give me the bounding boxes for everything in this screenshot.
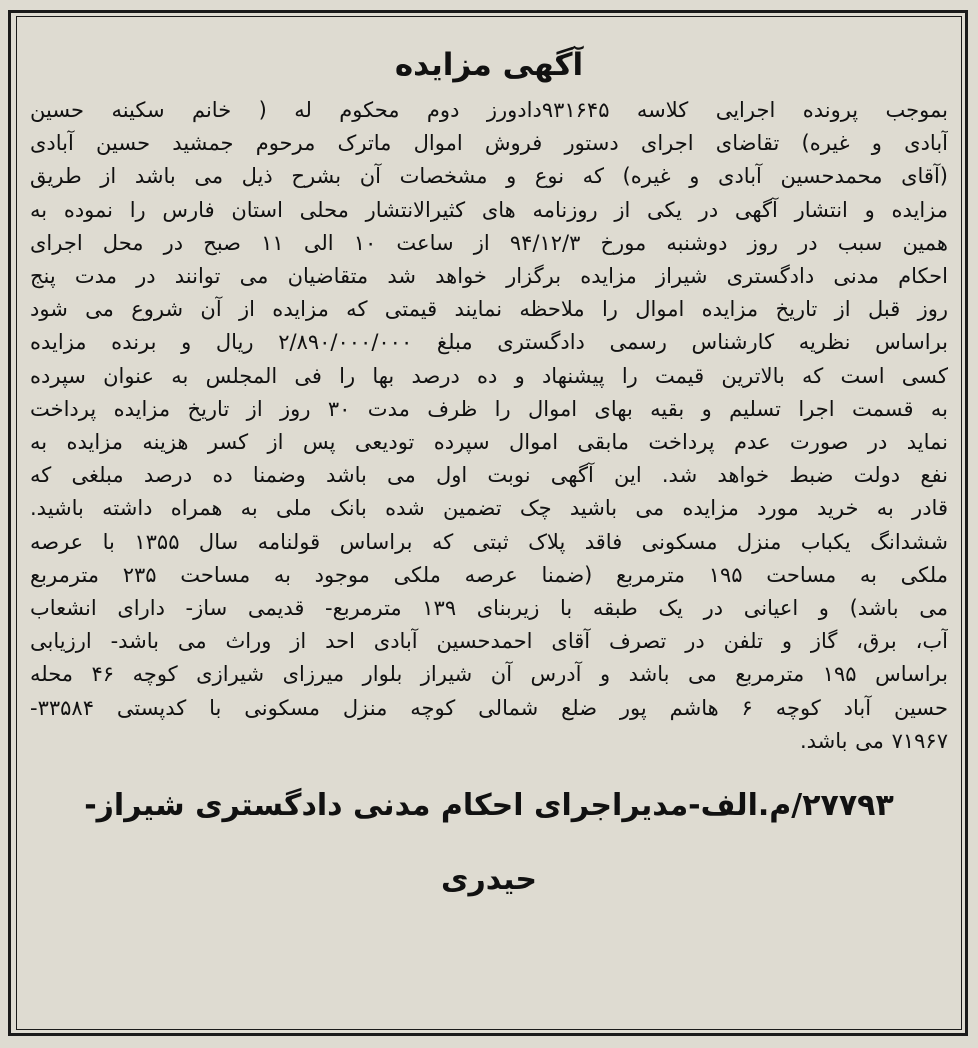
body-line: به قسمت اجرا تسلیم و بقیه بهای اموال را ظرف مدت ۳۰ روز از تاریخ مزایده پرداخت — [30, 396, 948, 421]
body-line: همین سبب در روز دوشنبه مورخ ۹۴/۱۲/۳ از ساعت ۱۰ الی ۱۱ صبح در محل اجرای — [30, 230, 948, 255]
body-line: ۷۱۹۶۷ می باشد. — [799, 728, 948, 753]
body-line: نفع دولت ضبط خواهد شد. این آگهی نوبت اول می باشد وضمنا ده درصد مبلغی که — [30, 463, 948, 488]
body-line: نماید در صورت عدم پرداخت مابقی اموال سپرده تودیعی پس از کسر هزینه مزایده به — [30, 430, 948, 455]
body-line: روز قبل از تاریخ مزایده اموال را ملاحظه نمایند قیمتی که مزایده از آن شروع می شود — [30, 297, 948, 322]
body-line: قادر به خرید مورد مزایده می باشید چک تضمین شده بانک ملی به همراه داشته باشید. — [30, 496, 948, 521]
body-line: بموجب پرونده اجرایی کلاسه ۹۳۱۶۴۵دادورز دوم محکوم له ( خانم سکینه حسین — [30, 98, 948, 122]
body-line: آبادی و غیره) تقاضای اجرای دستور فروش اموال ماترک مرحوم جمشید حسین آبادی — [30, 131, 948, 156]
body-line: کسی است که بالاترین قیمت را پیشنهاد و ده درصد بها را فی المجلس به عنوان سپرده — [30, 363, 948, 388]
body-line: براساس نظریه کارشناس رسمی دادگستری مبلغ ۲/۸۹۰/۰۰۰/۰۰۰ ریال و برنده مزایده — [30, 330, 948, 355]
notice-content — [30, 40, 948, 904]
body-line: براساس ۱۹۵ مترمربع می باشد و آدرس آن شیراز بلوار میرزای شیرازی کوچه ۴۶ محله — [30, 662, 948, 687]
body-line: احکام مدنی دادگستری شیراز مزایده برگزار خواهد شد متقاضیان می توانند در مدت پنج — [30, 264, 948, 289]
body-line: ملکی به مساحت ۱۹۵ مترمربع (ضمنا عرصه ملکی موجود به مساحت ۲۳۵ مترمربع — [30, 562, 948, 587]
notice-body — [30, 94, 948, 758]
reference-line: ۲۷۷۹۳/م.الف-مدیراجرای احکام مدنی دادگستری شیراز- — [84, 788, 894, 824]
body-line: (آقای محمدحسین آبادی و غیره) که نوع و مشخصات آن بشرح ذیل می باشد از طریق — [30, 164, 948, 189]
signatory-name: حیدری — [441, 862, 537, 898]
body-line: مزایده و انتشار آگهی در یکی از روزنامه های کثیرالانتشار محلی استان فارس را نموده به — [30, 197, 948, 222]
body-line: آب، برق، گاز و تلفن در تصرف آقای احمدحسین آبادی احد از وراث می باشد- ارزیابی — [30, 629, 948, 654]
notice-title: آگهی مزایده — [394, 47, 584, 83]
body-line: ششدانگ یکباب منزل مسکونی فاقد پلاک ثبتی که براساس قولنامه سال ۱۳۵۵ با عرصه — [30, 529, 948, 554]
body-line: حسین آباد کوچه ۶ هاشم پور ضلع شمالی کوچه منزل مسکونی با کدپستی ۳۳۵۸۴- — [30, 695, 948, 720]
body-line: می باشد) و اعیانی در یک طبقه با زیربنای ۱۳۹ مترمربع- قدیمی ساز- دارای انشعاب — [30, 596, 948, 621]
